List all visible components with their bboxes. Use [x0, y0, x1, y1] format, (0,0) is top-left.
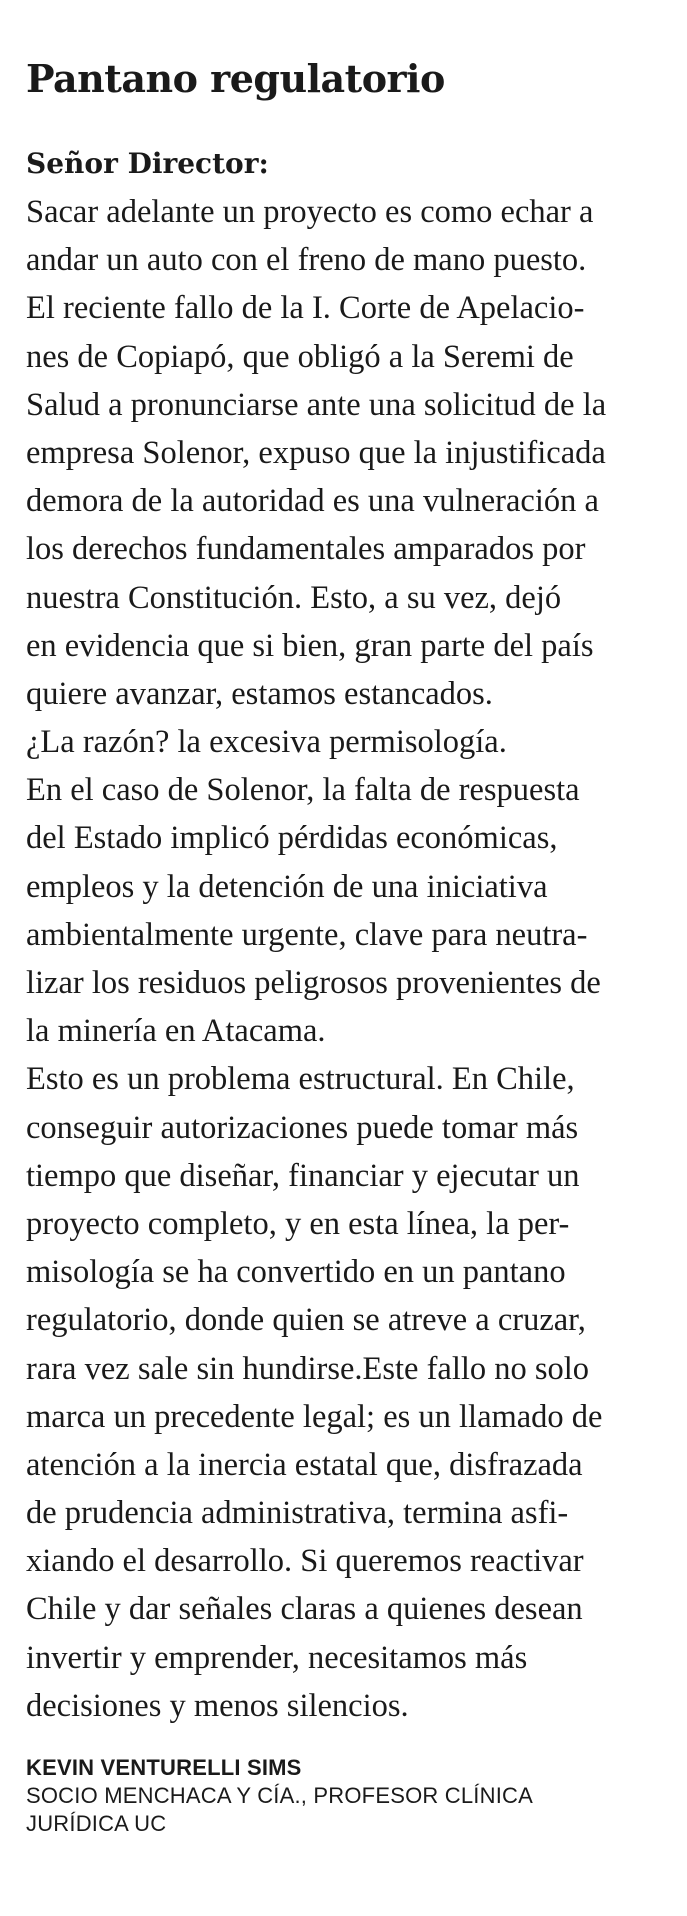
body-text-line: marca un precedente legal; es un llamado de	[26, 1398, 603, 1435]
body-text-line: El reciente fallo de la I. Corte de Apelacio-	[26, 290, 585, 327]
body-text-line: ¿La razón? la excesiva permisología.	[26, 724, 507, 761]
body-text-line: la minería en Atacama.	[26, 1013, 326, 1050]
body-text-line: demora de la autoridad es una vulneración a	[26, 483, 599, 520]
signature-role-line: SOCIO MENCHACA Y CÍA., PROFESOR CLÍNICA	[26, 1783, 533, 1808]
body-text-line: Esto es un problema estructural. En Chile,	[26, 1061, 575, 1098]
letter-body	[26, 188, 676, 1730]
body-text-line: nuestra Constitución. Esto, a su vez, dejó	[26, 579, 562, 616]
body-text-line: En el caso de Solenor, la falta de respuesta	[26, 772, 580, 809]
body-text-line: del Estado implicó pérdidas económicas,	[26, 820, 558, 857]
body-text-line: misología se ha convertido en un pantano	[26, 1254, 566, 1291]
body-text-line: conseguir autorizaciones puede tomar más	[26, 1109, 579, 1146]
body-text-line: Sacar adelante un proyecto es como echar a	[26, 194, 594, 230]
body-text-line: de prudencia administrativa, termina asfi-	[26, 1495, 569, 1532]
signature-role	[26, 1782, 676, 1838]
signature-block	[26, 1754, 676, 1838]
body-text-line: invertir y emprender, necesitamos más	[26, 1639, 528, 1676]
body-text-line: andar un auto con el freno de mano puesto.	[26, 242, 587, 279]
body-text-line: empresa Solenor, expuso que la injustificada	[26, 434, 606, 471]
body-text-line: atención a la inercia estatal que, disfrazada	[26, 1446, 583, 1483]
body-text-line: decisiones y menos silencios.	[26, 1687, 409, 1724]
body-text-line: regulatorio, donde quien se atreve a cruzar,	[26, 1302, 586, 1339]
body-text-line: Chile y dar señales claras a quienes desean	[26, 1591, 583, 1628]
body-text-line: quiere avanzar, estamos estancados.	[26, 675, 493, 712]
body-text-line: Salud a pronunciarse ante una solicitud de la	[26, 386, 607, 423]
body-text-line: en evidencia que si bien, gran parte del país	[26, 627, 594, 664]
body-text-line: xiando el desarrollo. Si queremos reactivar	[26, 1543, 584, 1580]
letter-title: Pantano regulatorio	[26, 56, 445, 101]
letter-article	[26, 0, 676, 1838]
body-text-line: los derechos fundamentales amparados por	[26, 531, 586, 568]
body-text-line: lizar los residuos peligrosos provenientes de	[26, 965, 601, 1001]
body-text-line: tiempo que diseñar, financiar y ejecutar un	[26, 1157, 580, 1194]
signature-role-line: JURÍDICA UC	[26, 1811, 167, 1836]
body-text-line: ambientalmente urgente, clave para neutra-	[26, 916, 588, 953]
signature-name: KEVIN VENTURELLI SIMS	[26, 1755, 302, 1780]
body-text-line: empleos y la detención de una iniciativa	[26, 868, 548, 905]
body-text-line: rara vez sale sin hundirse.Este fallo no solo	[26, 1350, 590, 1387]
letter-salutation: Señor Director:	[26, 147, 269, 180]
body-text-line: proyecto completo, y en esta línea, la per-	[26, 1205, 570, 1242]
body-text-line: nes de Copiapó, que obligó a la Seremi de	[26, 338, 574, 375]
